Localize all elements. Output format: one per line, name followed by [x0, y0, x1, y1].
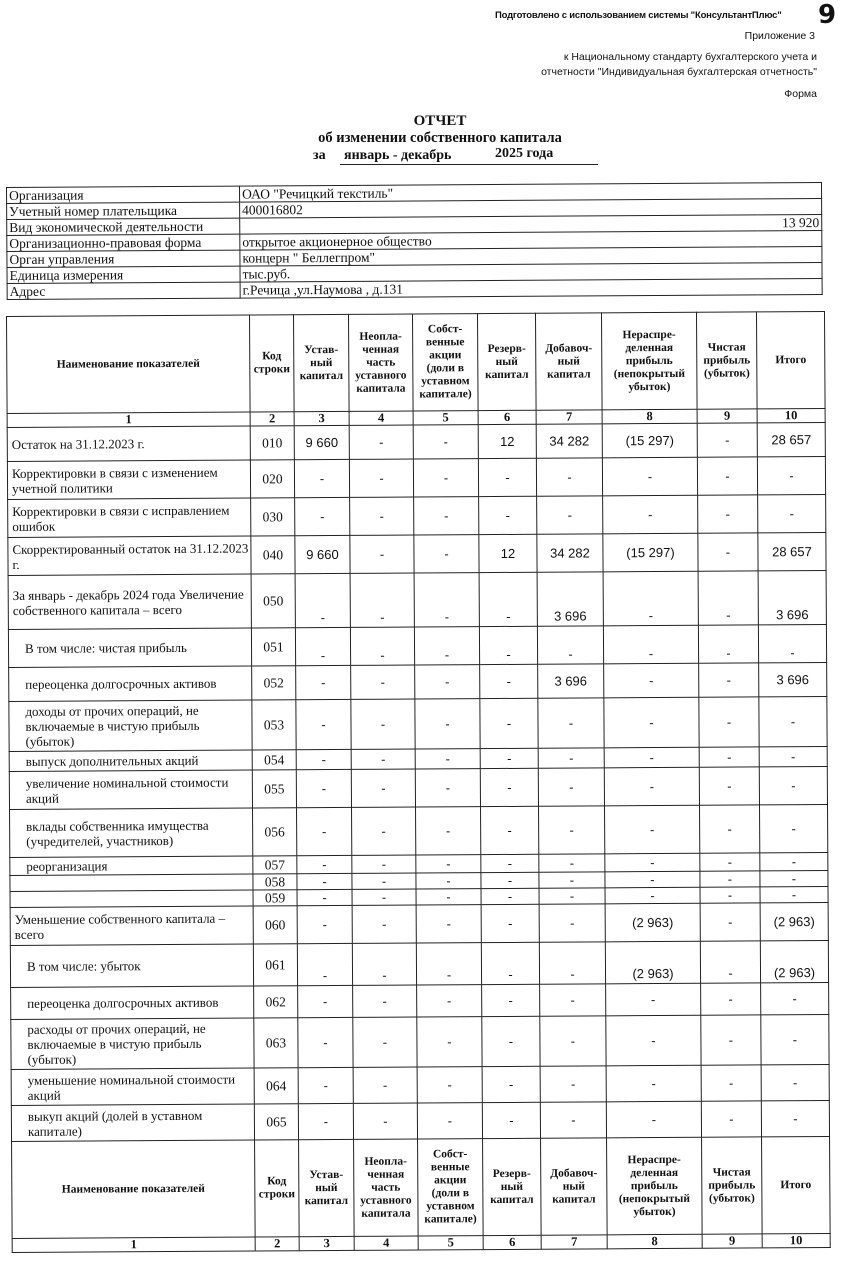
column-header: Нераспре-деленная прибыль (непокрытый убыток) — [601, 312, 697, 410]
row-value: - — [350, 573, 414, 627]
row-value: - — [295, 627, 350, 665]
row-value: - — [349, 425, 413, 459]
row-name: увеличение номинальной стоимости акций — [9, 770, 252, 809]
column-number: 9 — [702, 1234, 762, 1248]
column-header: Добавоч-ный капитал — [541, 1138, 608, 1235]
column-header: Резерв-ный капитал — [477, 313, 536, 410]
row-value: - — [759, 766, 827, 804]
row-code: 053 — [252, 700, 296, 750]
row-value: - — [350, 627, 414, 665]
row-value: - — [698, 571, 758, 625]
column-header: Собст-венные акции (доли в уставном капитале) — [412, 314, 478, 411]
row-value: - — [697, 457, 757, 495]
column-number: 6 — [478, 410, 536, 424]
column-header: Неопла-ченная часть уставного капитала — [348, 314, 413, 411]
row-value: 12 — [479, 534, 537, 572]
row-value: (15 297) — [603, 533, 698, 572]
row-name: реорганизация — [10, 856, 253, 875]
row-value: - — [352, 905, 416, 943]
info-value: тыс.руб. — [240, 263, 758, 282]
row-value: - — [414, 535, 479, 573]
row-code: 055 — [252, 770, 296, 808]
table-row — [11, 982, 829, 1019]
row-value: 12 — [478, 424, 536, 458]
row-value: - — [758, 624, 826, 662]
table-row — [8, 570, 826, 629]
row-value: - — [481, 854, 539, 872]
row-value: - — [700, 805, 760, 853]
row-value: 3 696 — [538, 664, 604, 698]
row-value: - — [414, 627, 479, 665]
table-row — [11, 1064, 829, 1105]
row-value: - — [417, 1103, 482, 1139]
row-value: - — [539, 888, 605, 904]
column-header: Чистая прибыль (убыток) — [702, 1137, 763, 1234]
row-value: - — [698, 495, 758, 533]
row-value: - — [482, 1102, 540, 1138]
row-value: - — [297, 905, 352, 943]
row-value: - — [481, 872, 539, 888]
row-value: - — [414, 573, 479, 627]
row-name: За январь - декабрь 2024 года Увеличение собственного капитала – всего — [8, 574, 251, 629]
info-label: Организация — [7, 186, 240, 203]
row-value: - — [760, 886, 828, 902]
row-value: - — [296, 769, 351, 807]
row-value: - — [604, 767, 699, 806]
row-name: Остаток на 31.12.2023 г. — [7, 426, 250, 461]
row-value: - — [538, 768, 604, 806]
column-number: 2 — [255, 1237, 299, 1251]
row-value: - — [602, 457, 697, 496]
row-value: - — [415, 665, 480, 699]
row-name: вклады собственника имущества (учредителей, участников) — [10, 808, 253, 857]
row-value: - — [352, 855, 416, 873]
row-value: - — [539, 942, 605, 984]
column-number: 10 — [762, 1233, 830, 1247]
row-value: (2 963) — [760, 902, 828, 940]
info-extra — [757, 247, 822, 263]
row-value: - — [416, 807, 481, 855]
row-value: - — [298, 1067, 353, 1103]
row-value: - — [295, 497, 350, 535]
row-value: - — [297, 855, 352, 873]
row-value: - — [294, 459, 349, 497]
period-months: январь - декабрь — [344, 148, 452, 163]
table-row — [10, 902, 828, 945]
column-number: 7 — [541, 1235, 607, 1249]
row-value: (2 963) — [605, 941, 700, 984]
row-name: В том числе: чистая прибыль — [8, 628, 251, 667]
column-number: 8 — [607, 1234, 702, 1249]
column-header: Наименование показателей — [12, 1140, 256, 1238]
row-value: - — [416, 905, 481, 943]
table-row — [9, 662, 827, 701]
row-value: - — [540, 1066, 606, 1102]
row-value: - — [605, 805, 700, 854]
row-value: - — [537, 626, 603, 664]
column-header: Собст-венные акции (доли в уставном капитале) — [418, 1139, 484, 1236]
organization-info-table — [6, 182, 823, 300]
row-value: - — [760, 870, 828, 886]
row-value: 9 660 — [294, 425, 349, 459]
row-name: переоценка долгосрочных активов — [11, 986, 254, 1019]
row-value: - — [701, 1065, 761, 1101]
column-number: 1 — [12, 1237, 255, 1252]
row-value: - — [297, 807, 352, 855]
row-value: - — [540, 984, 606, 1016]
row-value: - — [760, 804, 828, 852]
info-label: Организационно-правовая форма — [7, 234, 240, 251]
row-value: - — [606, 983, 701, 1016]
row-value: - — [540, 1102, 606, 1138]
info-label: Вид экономической деятельности — [7, 218, 240, 235]
column-number: 2 — [250, 412, 294, 426]
row-value: 9 660 — [295, 535, 350, 573]
row-value: - — [480, 748, 538, 768]
column-header: Чистая прибыль (убыток) — [696, 312, 757, 409]
row-value: - — [353, 1103, 417, 1139]
row-value: 3 696 — [537, 572, 603, 626]
row-value: - — [480, 768, 538, 806]
row-value: 34 282 — [537, 534, 603, 572]
row-value: 34 282 — [536, 424, 602, 458]
row-value: - — [537, 496, 603, 534]
row-name: Скорректированный остаток на 31.12.2023 г. — [8, 536, 251, 575]
row-value: - — [481, 942, 539, 984]
info-extra: 13 920 — [757, 215, 822, 231]
row-value: - — [416, 943, 481, 985]
row-value: - — [539, 872, 605, 888]
row-name: выкуп акций (долей в уставном капитале) — [11, 1104, 254, 1141]
row-value: - — [605, 871, 700, 888]
period-prefix: за — [313, 148, 326, 163]
page-number: 9 — [818, 0, 837, 30]
row-value: - — [481, 806, 539, 854]
info-extra — [757, 231, 822, 247]
column-header: Устав-ный капитал — [299, 1139, 355, 1236]
row-value: - — [414, 497, 479, 535]
row-name — [10, 890, 253, 907]
row-value: - — [352, 873, 416, 889]
row-name: Корректировки в связи с изменением учетной политики — [7, 460, 250, 499]
row-value: - — [296, 749, 351, 769]
row-code: 054 — [252, 750, 296, 770]
equity-changes-table — [6, 311, 831, 1253]
row-value: 28 657 — [758, 532, 826, 570]
row-value: - — [349, 459, 413, 497]
row-code: 056 — [253, 808, 297, 856]
info-extra — [757, 199, 822, 215]
info-extra — [757, 183, 822, 199]
column-header: Резерв-ный капитал — [483, 1138, 542, 1235]
column-header-row — [7, 312, 826, 414]
prepared-with-note: Подготовлено с использованием системы "КонсультантПлюс" — [495, 10, 782, 21]
row-code: 040 — [251, 536, 295, 574]
info-value: 400016802 — [240, 199, 758, 218]
info-value: г.Речица ,ул.Наумова , д.131 — [240, 279, 758, 298]
row-code: 060 — [253, 906, 297, 944]
row-value: - — [606, 1101, 701, 1138]
info-label: Орган управления — [7, 250, 240, 267]
row-value: - — [353, 1017, 417, 1067]
row-name — [10, 874, 253, 891]
row-value: - — [296, 699, 351, 749]
row-code: 057 — [253, 856, 297, 874]
column-number: 9 — [697, 409, 757, 423]
row-value: - — [699, 663, 759, 697]
column-header-row-repeat — [12, 1136, 831, 1238]
report-subtitle: об изменении собственного капитала — [318, 130, 562, 146]
report-title: ОТЧЕТ — [413, 113, 467, 129]
row-value: - — [538, 698, 604, 748]
column-header: Итого — [762, 1136, 831, 1233]
info-extra — [758, 279, 823, 295]
row-value: - — [761, 982, 829, 1014]
row-value: - — [697, 423, 757, 457]
form-label: Форма — [784, 88, 817, 100]
row-value: - — [698, 625, 758, 663]
row-value: - — [417, 985, 482, 1017]
row-value: - — [352, 943, 416, 985]
row-value: - — [353, 1067, 417, 1103]
table-row — [10, 804, 828, 857]
period-field — [340, 147, 598, 165]
column-number: 5 — [418, 1236, 483, 1250]
row-value: - — [700, 887, 760, 903]
column-number: 8 — [602, 409, 697, 424]
row-code: 064 — [254, 1068, 298, 1104]
row-value: - — [761, 1100, 829, 1136]
column-header: Добавоч-ный капитал — [535, 313, 602, 410]
row-value: - — [351, 699, 415, 749]
row-value: - — [351, 769, 415, 807]
row-value: - — [479, 626, 537, 664]
column-number: 1 — [7, 412, 250, 427]
row-name: Корректировки в связи с исправлением ошибок — [8, 498, 251, 537]
row-value: - — [416, 855, 481, 873]
row-value: - — [479, 572, 537, 626]
row-value: - — [482, 1016, 540, 1066]
row-value: - — [760, 852, 828, 870]
row-value: (15 297) — [602, 423, 697, 458]
row-value: (2 963) — [760, 940, 828, 982]
column-header: Код строки — [255, 1140, 300, 1237]
row-value: - — [478, 458, 536, 496]
info-label: Адрес — [7, 282, 240, 299]
column-header: Код строки — [249, 315, 294, 412]
row-value: 3 696 — [759, 662, 827, 696]
row-value: - — [700, 903, 760, 941]
row-value: - — [351, 665, 415, 699]
row-value: - — [604, 697, 699, 748]
row-value: - — [539, 904, 605, 942]
row-code: 061 — [253, 944, 297, 986]
period-year: 2025 года — [495, 146, 554, 161]
row-code: 063 — [254, 1018, 298, 1068]
row-value: - — [603, 571, 698, 626]
row-value: - — [604, 747, 699, 768]
column-number: 10 — [757, 408, 825, 422]
table-row — [7, 456, 825, 499]
row-code: 058 — [253, 874, 297, 890]
row-value: - — [416, 889, 481, 905]
row-name: переоценка долгосрочных активов — [9, 666, 252, 701]
column-number: 4 — [349, 411, 413, 425]
column-number: 4 — [354, 1236, 418, 1250]
row-code: 020 — [250, 460, 294, 498]
row-value: - — [417, 1067, 482, 1103]
row-value: - — [297, 889, 352, 905]
row-value: - — [699, 767, 759, 805]
column-number: 7 — [536, 410, 602, 424]
table-row — [8, 494, 826, 537]
row-value: - — [700, 941, 760, 983]
column-header: Наименование показателей — [7, 315, 251, 413]
row-value: - — [297, 943, 352, 985]
row-value: - — [413, 459, 478, 497]
row-value: - — [415, 749, 480, 769]
row-code: 051 — [251, 628, 295, 666]
row-value: - — [296, 665, 351, 699]
row-value: - — [698, 533, 758, 571]
row-value: - — [700, 853, 760, 871]
row-value: 3 696 — [758, 570, 826, 624]
row-value: - — [761, 1064, 829, 1100]
row-name: расходы от прочих операций, не включаемые в чистую прибыль (убыток) — [11, 1018, 254, 1069]
row-value: - — [701, 1101, 761, 1137]
row-value: - — [605, 853, 700, 872]
standard-line-1: к Национальному стандарту бухгалтерского учета и — [563, 51, 817, 63]
row-value: - — [699, 697, 759, 747]
row-value: - — [701, 983, 761, 1015]
table-row — [8, 624, 826, 667]
row-value: - — [298, 1103, 353, 1139]
row-value: - — [540, 1016, 606, 1066]
row-value: - — [295, 573, 350, 627]
row-value: - — [416, 873, 481, 889]
row-value: - — [351, 749, 415, 769]
info-value: открытое акционерное общество — [240, 231, 758, 250]
column-number: 5 — [413, 411, 478, 425]
row-value: - — [604, 663, 699, 698]
column-number: 3 — [294, 411, 349, 425]
row-value: - — [417, 1017, 482, 1067]
row-value: - — [352, 889, 416, 905]
row-value: - — [481, 904, 539, 942]
row-value: - — [479, 496, 537, 534]
row-value: - — [603, 625, 698, 664]
row-value: (2 963) — [605, 903, 700, 942]
table-row — [7, 422, 825, 461]
row-name: уменьшение номинальной стоимости акций — [11, 1068, 254, 1105]
row-value: - — [480, 664, 538, 698]
column-header: Итого — [756, 312, 825, 409]
row-name: В том числе: убыток — [10, 944, 253, 987]
row-name: Уменьшение собственного капитала – всего — [10, 906, 253, 945]
row-value: 28 657 — [757, 422, 825, 456]
row-value: - — [539, 806, 605, 854]
table-row — [10, 940, 828, 987]
info-extra — [757, 263, 822, 279]
column-number: 3 — [299, 1236, 354, 1250]
row-value: - — [757, 456, 825, 494]
row-value: - — [482, 1066, 540, 1102]
row-name: выпуск дополнительных акций — [9, 750, 252, 771]
row-value: - — [481, 888, 539, 904]
appendix-label: Приложение 3 — [744, 30, 815, 42]
row-value: - — [415, 769, 480, 807]
row-name: доходы от прочих операций, не включаемые в чистую прибыль (убыток) — [9, 700, 252, 751]
row-code: 052 — [252, 666, 296, 700]
row-value: - — [350, 535, 414, 573]
column-header: Неопла-ченная часть уставного капитала — [354, 1139, 419, 1236]
column-header: Устав-ный капитал — [293, 314, 349, 411]
row-value: - — [536, 458, 602, 496]
row-value: - — [297, 873, 352, 889]
row-value: - — [701, 1015, 761, 1065]
row-value: - — [603, 495, 698, 534]
row-value: - — [605, 887, 700, 904]
row-value: - — [350, 497, 414, 535]
info-value: концерн " Беллегпром" — [240, 247, 758, 266]
info-value: ОАО "Речицкий текстиль" — [239, 183, 757, 202]
row-value: - — [480, 698, 538, 748]
row-value: - — [606, 1065, 701, 1102]
standard-line-2: отчетности "Индивидуальная бухгалтерская отчетность" — [541, 66, 817, 78]
column-header: Нераспре-деленная прибыль (непокрытый убыток) — [607, 1137, 703, 1235]
row-code: 065 — [254, 1104, 298, 1140]
row-value: - — [352, 807, 416, 855]
row-value: - — [761, 1014, 829, 1064]
row-code: 062 — [254, 986, 298, 1018]
row-value: - — [606, 1015, 701, 1066]
row-value: - — [700, 871, 760, 887]
row-value: - — [482, 984, 540, 1016]
table-row — [11, 1014, 829, 1069]
info-label: Единица измерения — [7, 266, 240, 283]
table-row — [11, 1100, 829, 1141]
row-value: - — [699, 747, 759, 767]
row-value: - — [538, 748, 604, 768]
table-row — [9, 766, 827, 809]
row-value: - — [298, 985, 353, 1017]
row-code: 059 — [253, 890, 297, 906]
row-code: 050 — [251, 574, 295, 628]
row-value: - — [298, 1017, 353, 1067]
row-value: - — [759, 746, 827, 766]
row-value: - — [758, 494, 826, 532]
column-number-row-repeat — [12, 1233, 830, 1252]
row-code: 010 — [250, 426, 294, 460]
row-value: - — [539, 854, 605, 872]
table-row — [8, 532, 826, 575]
row-value: - — [759, 696, 827, 746]
row-value: - — [353, 985, 417, 1017]
table-row — [9, 696, 827, 751]
row-code: 030 — [251, 498, 295, 536]
row-value: - — [413, 425, 478, 459]
column-number: 6 — [483, 1235, 541, 1249]
info-label: Учетный номер плательщика — [7, 202, 240, 219]
row-value: - — [415, 699, 480, 749]
